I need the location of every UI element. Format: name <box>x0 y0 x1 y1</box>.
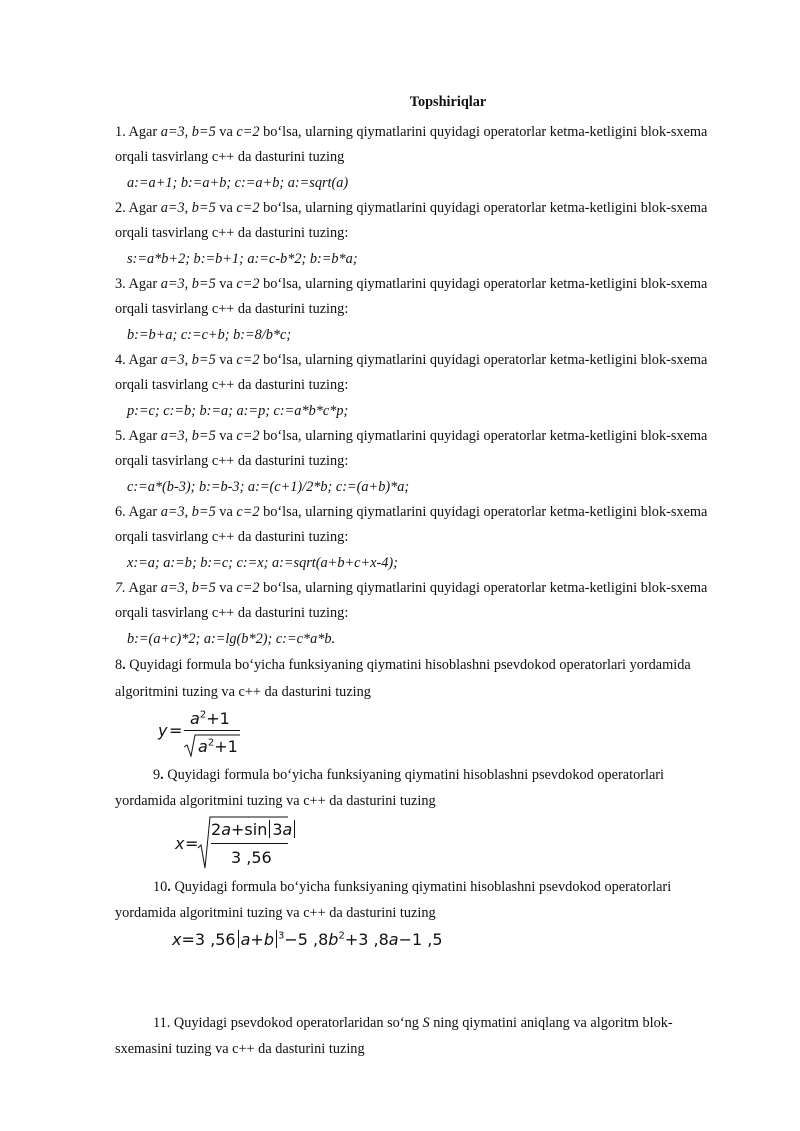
task-number: 9 <box>153 767 161 783</box>
task-number: 2. <box>115 200 126 216</box>
task-10-line-1 <box>153 878 671 896</box>
abs-bar-left <box>269 820 270 838</box>
task-values: a=3, b=5 <box>160 428 216 444</box>
task-text: va <box>215 276 237 292</box>
task-number: 5. <box>115 428 126 444</box>
task-variable: S <box>422 1015 430 1031</box>
task-text: Agar <box>125 124 161 140</box>
fraction-bar <box>184 730 240 731</box>
math-exponent: 3 <box>277 930 285 942</box>
task-value-c: c=2 <box>236 580 260 596</box>
task-text: bo‘lsa, ularning qiymatlarini quyidagi operatorlar ketma-ketligini blok-sxema <box>259 352 708 368</box>
math-exponent: 2 <box>199 709 207 721</box>
formula-9-lhs: x <box>175 834 185 853</box>
formula-9-numerator <box>211 820 297 839</box>
task-8-line-1 <box>115 656 691 674</box>
task-4-code: p:=c; c:=b; b:=a; a:=p; c:=a*b*c*p; <box>127 403 349 419</box>
task-9-line-2: yordamida algoritmini tuzing va c++ da dasturini tuzing <box>115 793 436 809</box>
math-text: +1 <box>206 709 230 728</box>
task-text: va <box>215 428 237 444</box>
task-text: bo‘lsa, ularning qiymatlarini quyidagi operatorlar ketma-ketligini blok-sxema <box>259 580 708 596</box>
task-4-line-1 <box>115 351 707 369</box>
task-values: a=3, b=5 <box>160 276 216 292</box>
task-text: Agar <box>125 428 161 444</box>
math-text: =3 ,56 <box>181 930 236 949</box>
task-text: bo‘lsa, ularning qiymatlarini quyidagi operatorlar ketma-ketligini blok-sxema <box>259 276 708 292</box>
task-text: va <box>215 580 237 596</box>
task-7-code: b:=(a+c)*2; a:=lg(b*2); c:=c*a*b. <box>127 631 336 647</box>
task-5-code: c:=a*(b-3); b:=b-3; a:=(c+1)/2*b; c:=(a+b)*a; <box>127 479 410 495</box>
task-text: va <box>215 124 237 140</box>
task-text: Quyidagi formula bo‘yicha funksiyaning qiymatini hisoblashni psevdokod operatorlari <box>163 767 665 783</box>
task-text: ning qiymatini aniqlang va algoritm blok- <box>429 1015 673 1031</box>
task-11-line-2: sxemasini tuzing va c++ da dasturini tuzing <box>115 1041 365 1057</box>
task-text: Agar <box>125 352 161 368</box>
task-1-line-2: orqali tasvirlang c++ da dasturini tuzing <box>115 149 345 165</box>
task-8-line-2: algoritmini tuzing va c++ da dasturini tuzing <box>115 684 371 700</box>
task-number-dot: . <box>122 657 126 673</box>
task-1-code: a:=a+1; b:=a+b; c:=a+b; a:=sqrt(a) <box>127 175 349 191</box>
math-symbol: x <box>172 930 182 949</box>
task-number: 1. <box>115 124 126 140</box>
task-values: a=3, b=5 <box>160 580 216 596</box>
formula-8-lhs: y <box>158 721 168 740</box>
task-number-dot: . <box>160 767 164 783</box>
task-7-line-1 <box>115 579 707 597</box>
task-6-line-1 <box>115 503 707 521</box>
task-3-line-2: orqali tasvirlang c++ da dasturini tuzing: <box>115 301 349 317</box>
fraction-bar <box>211 843 288 844</box>
math-symbol: a <box>221 820 231 839</box>
task-value-c: c=2 <box>236 276 260 292</box>
math-exponent: 2 <box>338 930 345 942</box>
task-text: va <box>215 504 237 520</box>
page-title: Topshiriqlar <box>409 94 487 110</box>
task-text: Agar <box>125 200 161 216</box>
task-value-c: c=2 <box>236 504 260 520</box>
task-values: a=3, b=5 <box>160 124 216 140</box>
task-2-code: s:=a*b+2; b:=b+1; a:=c-b*2; b:=b*a; <box>127 251 358 267</box>
task-text: bo‘lsa, ularning qiymatlarini quyidagi operatorlar ketma-ketligini blok-sxema <box>259 428 708 444</box>
math-symbol: a <box>198 737 208 756</box>
abs-bar-right <box>276 930 277 948</box>
math-text: +3 ,8 <box>344 930 389 949</box>
task-10-line-2: yordamida algoritmini tuzing va c++ da dasturini tuzing <box>115 905 436 921</box>
math-symbol: a <box>240 930 251 949</box>
task-text: va <box>215 200 237 216</box>
task-text: 11. Quyidagi psevdokod operatorlaridan so‘ng <box>153 1015 423 1031</box>
math-text: −5 ,8 <box>284 930 329 949</box>
formula-9 <box>175 814 315 872</box>
abs-bar-left <box>238 930 239 948</box>
task-text: Quyidagi formula bo‘yicha funksiyaning qiymatini hisoblashni psevdokod operatorlari yordamida <box>125 657 691 673</box>
math-text: + <box>250 930 264 949</box>
math-text: −1 ,5 <box>398 930 443 949</box>
task-text: Agar <box>125 504 161 520</box>
task-6-line-2: orqali tasvirlang c++ da dasturini tuzing: <box>115 529 349 545</box>
math-text: +sin <box>231 820 268 839</box>
task-value-c: c=2 <box>236 428 260 444</box>
task-4-line-2: orqali tasvirlang c++ da dasturini tuzing: <box>115 377 349 393</box>
task-2-line-1 <box>115 199 707 217</box>
task-number: 8 <box>115 657 123 673</box>
math-symbol: a <box>282 820 293 839</box>
task-2-line-2: orqali tasvirlang c++ da dasturini tuzing: <box>115 225 349 241</box>
task-values: a=3, b=5 <box>160 352 216 368</box>
task-number: 7. <box>115 580 126 596</box>
task-number: 6. <box>115 504 126 520</box>
task-text: va <box>215 352 237 368</box>
task-number: 4. <box>115 352 126 368</box>
math-exponent: 2 <box>207 737 215 749</box>
task-number: 3. <box>115 276 126 292</box>
task-number-dot: . <box>167 879 171 895</box>
task-values: a=3, b=5 <box>160 504 216 520</box>
math-text: 3 <box>272 820 283 839</box>
task-text: bo‘lsa, ularning qiymatlarini quyidagi operatorlar ketma-ketligini blok-sxema <box>259 200 708 216</box>
task-values: a=3, b=5 <box>160 200 216 216</box>
task-text: bo‘lsa, ularning qiymatlarini quyidagi operatorlar ketma-ketligini blok-sxema <box>259 504 708 520</box>
formula-9-equals: = <box>185 834 199 853</box>
formula-9-denominator: 3 ,56 <box>231 848 272 867</box>
task-text: Agar <box>125 580 161 596</box>
task-text: Quyidagi formula bo‘yicha funksiyaning qiymatini hisoblashni psevdokod operatorlari <box>170 879 672 895</box>
task-6-code: x:=a; a:=b; b:=c; c:=x; a:=sqrt(a+b+c+x-4); <box>127 555 398 571</box>
formula-8-equals: = <box>169 721 183 740</box>
task-number: 10 <box>153 879 168 895</box>
math-text: +1 <box>214 737 238 756</box>
math-text: 2 <box>211 820 222 839</box>
formula-8-numerator <box>190 709 230 728</box>
formula-8 <box>158 706 278 762</box>
task-5-line-1 <box>115 427 707 445</box>
math-symbol: a <box>190 709 200 728</box>
math-symbol: b <box>263 930 274 949</box>
task-7-line-2: orqali tasvirlang c++ da dasturini tuzing: <box>115 605 349 621</box>
task-text: Agar <box>125 276 161 292</box>
math-symbol: b <box>328 930 339 949</box>
formula-8-denominator <box>198 737 238 756</box>
task-value-c: c=2 <box>236 352 260 368</box>
task-3-code: b:=b+a; c:=c+b; b:=8/b*c; <box>127 327 292 343</box>
task-5-line-2: orqali tasvirlang c++ da dasturini tuzing: <box>115 453 349 469</box>
task-11-line-1 <box>153 1014 673 1032</box>
task-1-line-1 <box>115 123 707 141</box>
formula-10 <box>172 930 443 949</box>
task-9-line-1 <box>153 766 664 784</box>
task-value-c: c=2 <box>236 124 260 140</box>
abs-bar-right <box>294 820 295 838</box>
math-symbol: a <box>388 930 399 949</box>
task-text: bo‘lsa, ularning qiymatlarini quyidagi operatorlar ketma-ketligini blok-sxema <box>259 124 708 140</box>
task-value-c: c=2 <box>236 200 260 216</box>
task-3-line-1 <box>115 275 707 293</box>
